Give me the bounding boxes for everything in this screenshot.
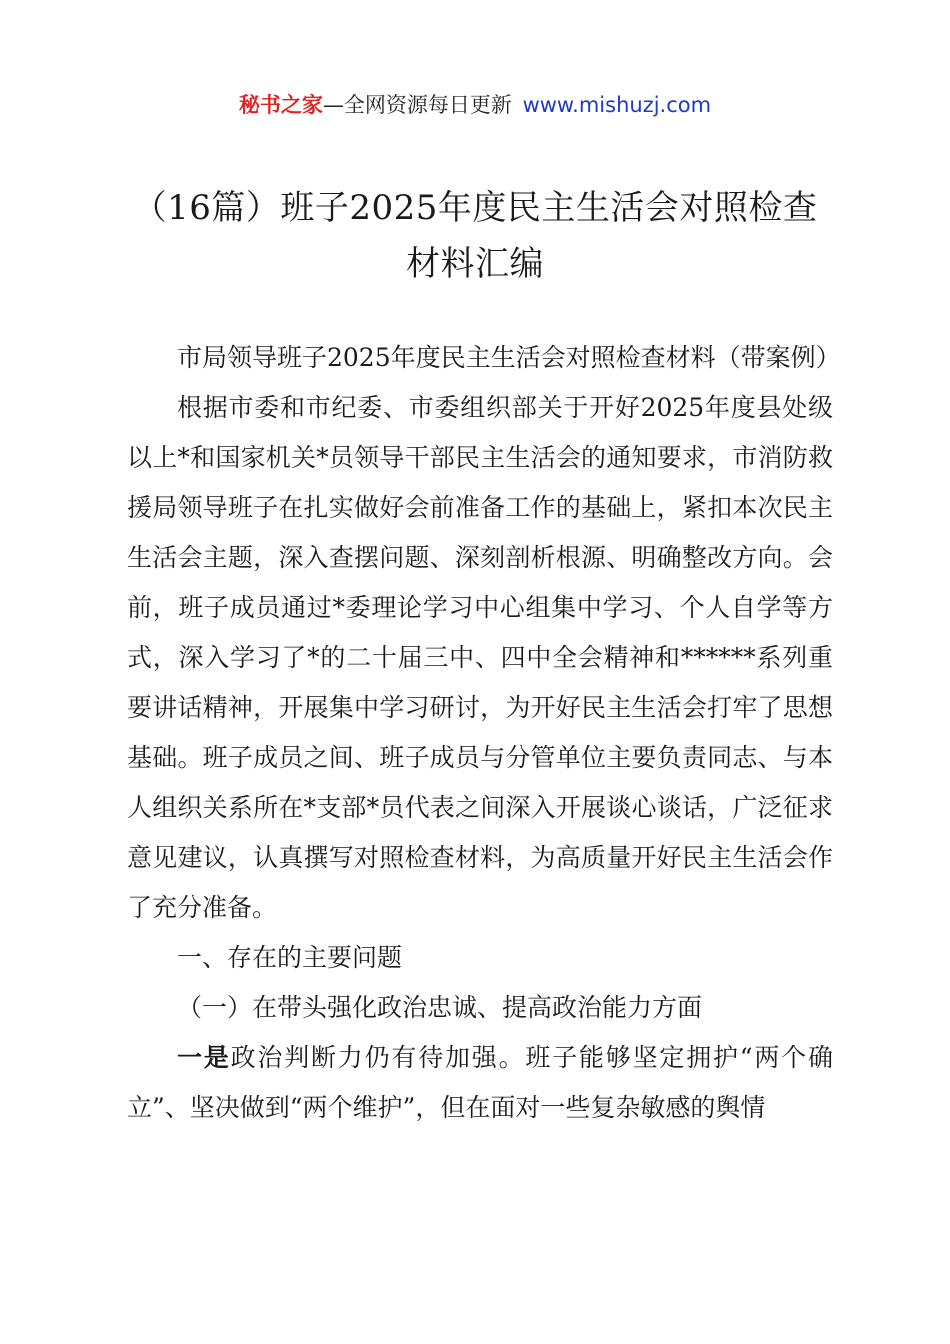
intro-paragraph: 根据市委和市纪委、市委组织部关于开好2025年度县处级以上*和国家机关*员领导干部民主生活会的通知要求，市消防救援局领导班子在扎实做好会前准备工作的基础上，紧扣本次民主生活会主题，深入查摆问题、深刻剖析根源、明确整改方向。会前，班子成员通过*委理论学习中心组集中学习、个人自学等方式，深入学习了*的二十届三中、四中全会精神和******系列重要讲话精神，开展集中学习研讨，为开好民主生活会打牢了思想基础。班子成员之间、班子成员与分管单位主要负责同志、与本人组织关系所在*支部*员代表之间深入开展谈心谈话，广泛征求意见建议，认真撰写对照检查材料，为高质量开好民主生活会作了充分准备。: [127, 393, 833, 922]
banner-tagline: —全网资源每日更新: [322, 93, 512, 117]
point-text: 政治判断力仍有待加强。班子能够坚定拥护“两个确立”、坚决做到“两个维护”，但在面对一些复杂敏感的舆情: [127, 1043, 833, 1122]
subsection-heading: （一）在带头强化政治忠诚、提高政治能力方面: [177, 993, 703, 1022]
brand-name: 秘书之家: [238, 93, 323, 117]
section-heading: 一、存在的主要问题: [177, 943, 403, 972]
title-line-2: 材料汇编: [406, 244, 544, 284]
document-title: [112, 180, 838, 292]
document-subtitle: 市局领导班子2025年度民主生活会对照检查材料（带案例）: [177, 343, 841, 372]
point-paragraph: [127, 1033, 833, 1133]
title-line-1: （16篇）班子2025年度民主生活会对照检查: [132, 188, 818, 228]
site-banner: [0, 88, 950, 122]
document-body: [127, 333, 841, 1133]
site-url-link[interactable]: www.mishuzj.com: [522, 93, 712, 117]
point-label: 一是: [177, 1043, 231, 1072]
